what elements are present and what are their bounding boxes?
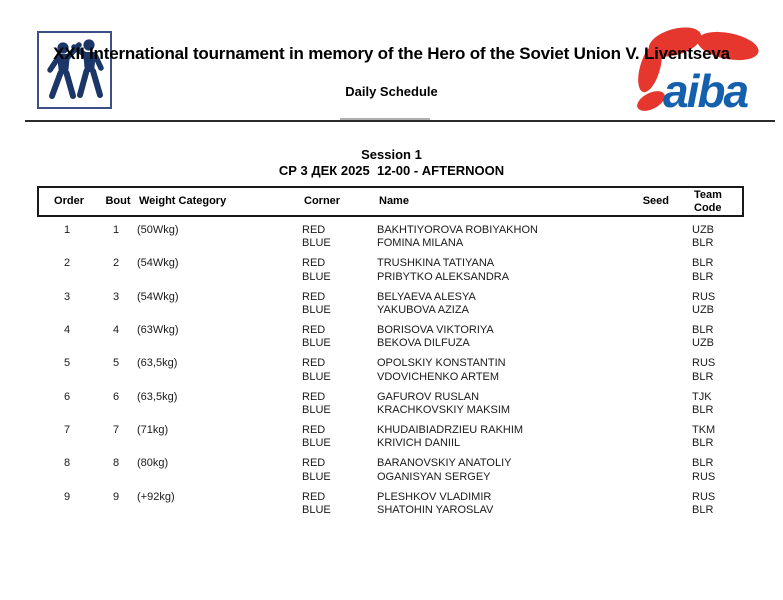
- name-cell: [375, 257, 630, 284]
- corner-cell: [300, 391, 375, 418]
- blue-corner-label: BLUE: [302, 370, 331, 383]
- team-cell: [675, 491, 744, 518]
- corner-cell: [300, 224, 375, 251]
- corner-cell: [300, 257, 375, 284]
- blue-boxer-name: SHATOHIN YAROSLAV: [377, 503, 494, 516]
- blue-corner-label: BLUE: [302, 503, 331, 516]
- col-header-corner: Corner: [304, 195, 341, 208]
- order-cell: 5: [63, 357, 71, 370]
- weight-cell: (+92kg): [137, 490, 175, 503]
- order-cell: 4: [63, 323, 71, 336]
- session-datetime: СР 3 ДЕК 2025 12-00 - AFTERNOON: [278, 163, 505, 178]
- team-cell: [675, 291, 744, 318]
- red-team-code: RUS: [692, 357, 716, 370]
- weight-cell: (63,5kg): [137, 390, 178, 403]
- team-cell: [675, 457, 744, 484]
- blue-team-code: BLR: [692, 437, 714, 450]
- team-cell: [675, 224, 744, 251]
- session-title: Session 1: [361, 147, 422, 162]
- blue-corner-label: BLUE: [302, 437, 331, 450]
- schedule-table: [37, 186, 744, 524]
- session-heading: [0, 147, 783, 179]
- table-row: [37, 457, 744, 484]
- red-boxer-name: BORISOVA VIKTORIYA: [377, 323, 494, 336]
- name-cell: [375, 357, 630, 384]
- name-cell: [375, 457, 630, 484]
- weight-cell: (54Wkg): [137, 257, 179, 270]
- blue-team-code: UZB: [692, 304, 714, 317]
- red-team-code: RUS: [692, 490, 716, 503]
- red-team-code: BLR: [692, 457, 714, 470]
- red-team-code: BLR: [692, 323, 714, 336]
- red-corner-label: RED: [302, 290, 326, 303]
- aiba-wordmark: aiba: [663, 65, 748, 117]
- col-header-team: Team Code: [694, 189, 722, 214]
- bout-cell: 1: [112, 224, 120, 236]
- red-corner-label: RED: [302, 323, 326, 336]
- blue-team-code: BLR: [692, 503, 714, 516]
- table-row: [37, 291, 744, 318]
- team-cell: [675, 391, 744, 418]
- blue-boxer-name: BEKOVA DILFUZA: [377, 337, 470, 350]
- corner-cell: [300, 291, 375, 318]
- blue-corner-label: BLUE: [302, 403, 331, 416]
- blue-team-code: BLR: [692, 370, 714, 383]
- red-team-code: BLR: [692, 257, 714, 270]
- name-cell: [375, 224, 630, 251]
- blue-team-code: BLR: [692, 403, 714, 416]
- table-row: [37, 357, 744, 384]
- blue-team-code: RUS: [692, 470, 716, 483]
- red-boxer-name: PLESHKOV VLADIMIR: [377, 490, 492, 503]
- page-title: XXII International tournament in memory of the Hero of the Soviet Union V. Liventseva: [53, 44, 730, 63]
- order-cell: 9: [63, 490, 71, 503]
- table-row: [37, 257, 744, 284]
- red-corner-label: RED: [302, 490, 326, 503]
- order-cell: 8: [63, 457, 71, 470]
- team-cell: [675, 324, 744, 351]
- table-row: [37, 324, 744, 351]
- red-corner-label: RED: [302, 257, 326, 270]
- corner-cell: [300, 491, 375, 518]
- red-boxer-name: TRUSHKINA TATIYANA: [377, 257, 495, 270]
- order-cell: 1: [63, 224, 71, 236]
- table-row: [37, 391, 744, 418]
- red-corner-label: RED: [302, 390, 326, 403]
- red-corner-label: RED: [302, 423, 326, 436]
- red-corner-label: RED: [302, 224, 326, 236]
- bout-cell: 4: [112, 323, 120, 336]
- table-row: [37, 424, 744, 451]
- weight-cell: (63Wkg): [137, 323, 179, 336]
- name-cell: [375, 424, 630, 451]
- team-cell: [675, 257, 744, 284]
- team-cell: [675, 357, 744, 384]
- col-header-name: Name: [379, 195, 409, 208]
- blue-boxer-name: VDOVICHENKO ARTEM: [377, 370, 500, 383]
- weight-cell: (50Wkg): [137, 224, 179, 236]
- blue-team-code: BLR: [692, 270, 714, 283]
- blue-corner-label: BLUE: [302, 237, 331, 250]
- blue-corner-label: BLUE: [302, 337, 331, 350]
- col-header-bout: Bout: [105, 195, 131, 208]
- weight-cell: (71kg): [137, 423, 169, 436]
- bout-cell: 9: [112, 490, 120, 503]
- red-boxer-name: BAKHTIYOROVA ROBIYAKHON: [377, 224, 538, 236]
- blue-boxer-name: OGANISYAN SERGEY: [377, 470, 491, 483]
- weight-cell: (54Wkg): [137, 290, 179, 303]
- col-header-weight: Weight Category: [139, 195, 227, 208]
- blue-boxer-name: YAKUBOVA AZIZA: [377, 304, 469, 317]
- blue-boxer-name: KRACHKOVSKIY MAKSIM: [377, 403, 511, 416]
- blue-team-code: UZB: [692, 337, 714, 350]
- col-header-seed: Seed: [642, 195, 669, 208]
- blue-boxer-name: FOMINA MILANA: [377, 237, 464, 250]
- aiba-logo: [633, 24, 778, 122]
- bout-cell: 5: [112, 357, 120, 370]
- bout-cell: 8: [112, 457, 120, 470]
- red-boxer-name: OPOLSKIY KONSTANTIN: [377, 357, 506, 370]
- order-cell: 3: [63, 290, 71, 303]
- table-header-row: [37, 186, 744, 217]
- blue-boxer-name: PRIBYTKO ALEKSANDRA: [377, 270, 510, 283]
- red-boxer-name: GAFUROV RUSLAN: [377, 390, 480, 403]
- order-cell: 2: [63, 257, 71, 270]
- table-row: [37, 491, 744, 518]
- corner-cell: [300, 324, 375, 351]
- red-team-code: TKM: [692, 423, 716, 436]
- red-team-code: RUS: [692, 290, 716, 303]
- bout-cell: 2: [112, 257, 120, 270]
- name-cell: [375, 391, 630, 418]
- red-corner-label: RED: [302, 457, 326, 470]
- blue-team-code: BLR: [692, 237, 714, 250]
- team-cell: [675, 424, 744, 451]
- page-subtitle: Daily Schedule: [345, 84, 438, 99]
- red-corner-label: RED: [302, 357, 326, 370]
- corner-cell: [300, 424, 375, 451]
- weight-cell: (63,5kg): [137, 357, 178, 370]
- red-team-code: TJK: [692, 390, 712, 403]
- blue-boxer-name: KRIVICH DANIIL: [377, 437, 461, 450]
- order-cell: 7: [63, 423, 71, 436]
- red-team-code: UZB: [692, 224, 714, 236]
- blue-corner-label: BLUE: [302, 470, 331, 483]
- blue-corner-label: BLUE: [302, 270, 331, 283]
- weight-cell: (80kg): [137, 457, 169, 470]
- red-boxer-name: BELYAEVA ALESYA: [377, 290, 476, 303]
- bout-cell: 7: [112, 423, 120, 436]
- name-cell: [375, 491, 630, 518]
- bout-cell: 6: [112, 390, 120, 403]
- table-row: [37, 224, 744, 251]
- name-cell: [375, 291, 630, 318]
- bout-cell: 3: [112, 290, 120, 303]
- table-body: [37, 217, 744, 517]
- col-header-order: Order: [54, 195, 84, 208]
- red-boxer-name: BARANOVSKIY ANATOLIY: [377, 457, 512, 470]
- corner-cell: [300, 457, 375, 484]
- blue-corner-label: BLUE: [302, 304, 331, 317]
- name-cell: [375, 324, 630, 351]
- order-cell: 6: [63, 390, 71, 403]
- corner-cell: [300, 357, 375, 384]
- red-boxer-name: KHUDAIBIADRZIEU RAKHIM: [377, 423, 524, 436]
